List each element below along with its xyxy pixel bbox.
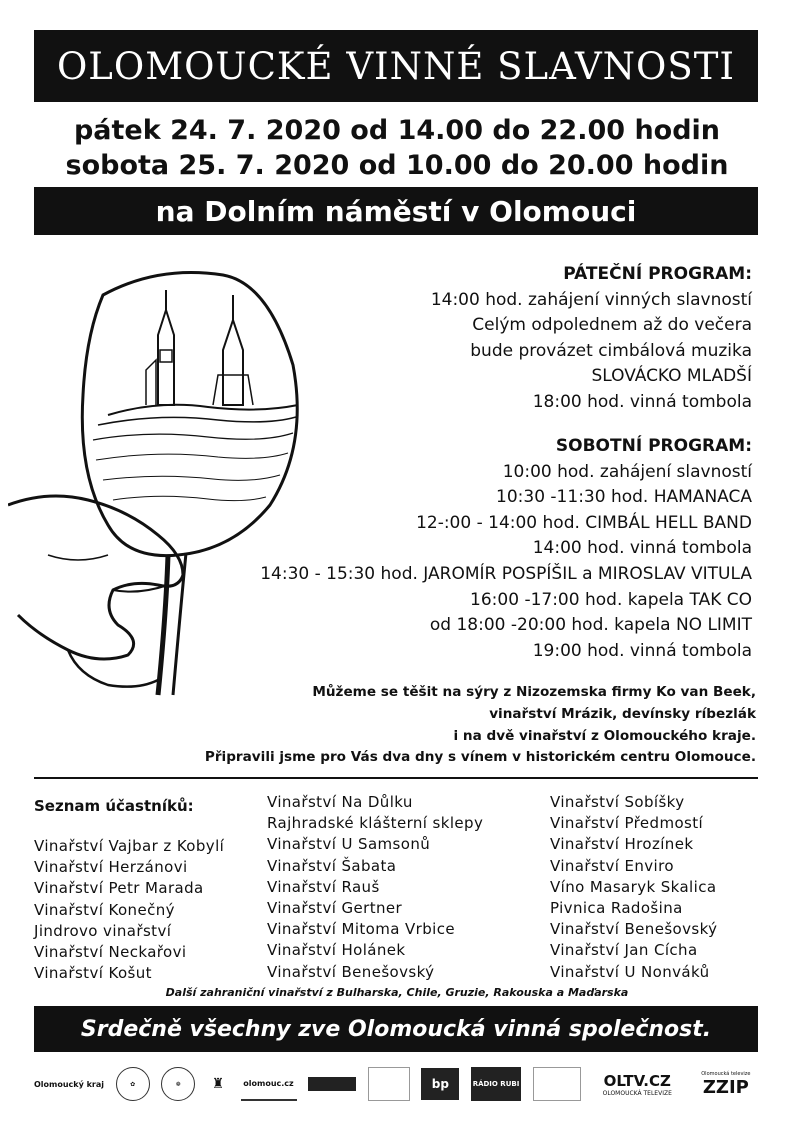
participant-item: Rajhradské klášterní sklepy <box>267 814 484 833</box>
note-line: Připravili jsme pro Vás dva dny s vínem v historickém centru Olomouce. <box>204 749 756 766</box>
participant-item: Vinařství Benešovský <box>267 962 435 981</box>
zzip-logo <box>694 1068 758 1100</box>
friday-program-line: 14:00 hod. zahájení vinných slavností <box>430 289 752 310</box>
participant-item: Vinařství Košut <box>34 964 152 983</box>
participant-item: Vinařství Holánek <box>267 941 406 960</box>
event-notes <box>116 682 756 769</box>
participant-item: Vinařství Rauš <box>267 877 380 896</box>
saturday-program-line: 14:00 hod. vinná tombola <box>532 538 752 559</box>
friday-program-line: Celým odpolednem až do večera <box>472 315 752 336</box>
participant-item: Vinařství Konečný <box>34 900 175 919</box>
oltv-logo <box>592 1068 682 1100</box>
participants-heading: Seznam účastníků: <box>34 797 194 815</box>
invite-text: Srdečně všechny zve Olomoucká vinná společnost. <box>80 1016 712 1042</box>
radio-rubi-logo-text: RÁDIO RUBI <box>472 1080 520 1088</box>
saturday-program <box>132 434 752 664</box>
oltv-logo-subtext: OLOMOUCKÁ TELEVIZE <box>602 1089 672 1097</box>
oltv-logo-text: OLTV.CZ <box>603 1071 671 1090</box>
participant-item: Vinařství Sobíšky <box>550 793 685 811</box>
participant-item: Vinařství Vajbar z Kobylí <box>34 837 225 855</box>
participant-item: Vinařství Enviro <box>550 856 674 875</box>
foreign-wineries-note: Další zahraniční vinařství z Bulharska, Chile, Gruzie, Rakouska a Maďarska <box>165 986 629 999</box>
event-title: OLOMOUCKÉ VINNÉ SLAVNOSTI <box>56 44 736 88</box>
dark-box-logo <box>308 1077 356 1091</box>
saturday-program-line: 10:30 -11:30 hod. HAMANACA <box>496 487 752 508</box>
olomouc-cz-logo-text: olomouc.cz <box>243 1078 294 1088</box>
grape-emblem-logo: ✿ <box>116 1067 150 1101</box>
small-text-logo <box>368 1067 410 1101</box>
skalica-logo <box>533 1067 581 1101</box>
event-place: na Dolním náměstí v Olomouci <box>155 194 637 228</box>
saturday-program-line: od 18:00 -20:00 hod. kapela NO LIMIT <box>429 615 752 636</box>
participant-item: Vinařství Na Důlku <box>267 793 413 811</box>
friday-program <box>132 262 752 416</box>
participant-item: Vinařství Šabata <box>267 856 397 875</box>
olomoucky-kraj-logo <box>34 1068 104 1100</box>
saturday-program-line: 14:30 - 15:30 hod. JAROMÍR POSPÍŠIL a MIROSLAV VITULA <box>260 563 752 584</box>
participant-item: Pivnica Radošina <box>550 899 683 918</box>
olomoucky-kraj-logo-text: Olomoucký kraj <box>34 1079 104 1089</box>
participant-item: Vinařství Benešovský <box>550 920 718 939</box>
saturday-program-line: 16:00 -17:00 hod. kapela TAK CO <box>470 589 752 610</box>
place-banner <box>34 187 758 235</box>
date-friday: pátek 24. 7. 2020 od 14.00 do 22.00 hodin <box>73 115 721 146</box>
participants-column-2 <box>267 792 483 983</box>
olomouc-cz-logo <box>241 1067 297 1101</box>
saturday-program-line: 12-:00 - 14:00 hod. CIMBÁL HELL BAND <box>416 512 752 533</box>
note-line: vinařství Mrázik, devínsky ríbezlák <box>489 705 756 722</box>
bp-logo: bp <box>421 1068 459 1100</box>
participant-item: Vinařství Herzánovi <box>34 858 188 877</box>
participant-item: Vinařství Předmostí <box>550 814 704 833</box>
note-line: i na dvě vinařství z Olomouckého kraje. <box>453 727 756 744</box>
participants-column-1 <box>34 836 224 984</box>
participant-item: Vinařství U Nonváků <box>550 962 710 981</box>
participant-item: Vinařství Petr Marada <box>34 879 204 898</box>
title-banner <box>34 30 758 102</box>
saturday-program-line: 10:00 hod. zahájení slavností <box>502 461 752 482</box>
participants-column-3 <box>550 792 717 983</box>
participant-item: Vinařství Neckařovi <box>34 943 187 962</box>
round-seal-logo: ❁ <box>161 1067 195 1101</box>
friday-program-line: SLOVÁCKO MLADŠÍ <box>591 366 752 387</box>
participant-item: Vinařství Jan Cícha <box>550 941 698 960</box>
invite-banner <box>34 1006 758 1052</box>
saturday-program-heading: SOBOTNÍ PROGRAM: <box>555 436 752 456</box>
friday-program-line: bude provázet cimbálová muzika <box>470 340 752 361</box>
section-divider <box>34 777 758 779</box>
participant-item: Jindrovo vinařství <box>34 921 172 940</box>
zzip-logo-subtext: Olomoucká televize <box>701 1070 751 1077</box>
participant-item: Vinařství U Samsonů <box>267 835 431 854</box>
participant-item: Vinařství Mitoma Vrbice <box>267 920 456 939</box>
sponsor-logos <box>34 1064 758 1104</box>
note-line: Můžeme se těšit na sýry z Nizozemska firmy Ko van Beek, <box>312 684 756 700</box>
zzip-logo-text: ZZIP <box>702 1076 749 1098</box>
participant-item: Víno Masaryk Skalica <box>550 877 717 896</box>
friday-program-line: 18:00 hod. vinná tombola <box>532 391 752 412</box>
participant-item: Vinařství Hrozínek <box>550 835 694 854</box>
date-saturday: sobota 25. 7. 2020 od 10.00 do 20.00 hodin <box>65 150 729 181</box>
column-emblem-logo: ♜ <box>211 1076 225 1092</box>
participant-item: Vinařství Gertner <box>267 899 403 918</box>
radio-rubi-logo <box>471 1067 521 1101</box>
saturday-program-line: 19:00 hod. vinná tombola <box>532 640 752 661</box>
friday-program-heading: PÁTEČNÍ PROGRAM: <box>563 264 752 284</box>
